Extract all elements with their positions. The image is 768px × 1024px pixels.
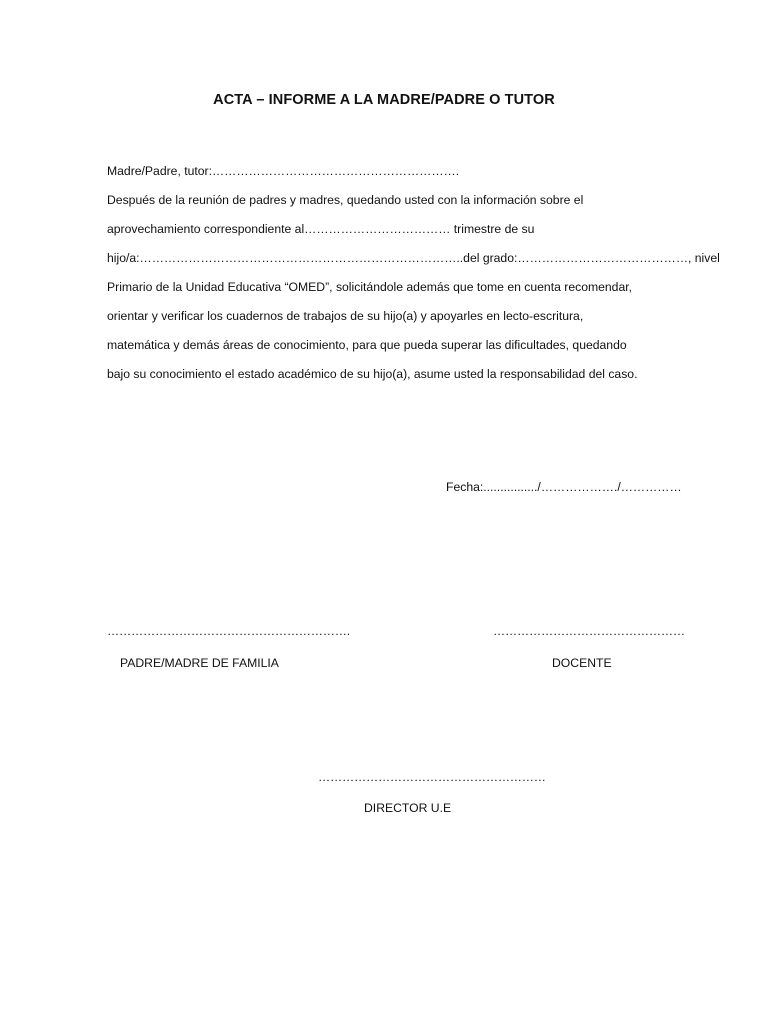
parent-signature-label: PADRE/MADRE DE FAMILIA <box>120 656 279 670</box>
parent-signature-line: ……………………………………………………. <box>107 624 350 638</box>
director-signature-label: DIRECTOR U.E <box>364 801 452 815</box>
body-line: matemática y demás áreas de conocimiento, para que pueda superar las dificultades, quedando <box>107 338 627 352</box>
body-line: aprovechamiento correspondiente al……………………………… trimestre de su <box>107 222 535 236</box>
body-line: Madre/Padre, tutor:……………………………………………………. <box>107 164 460 178</box>
body-line: bajo su conocimiento el estado académico de su hijo(a), asume usted la responsabilidad del caso. <box>107 367 638 381</box>
document-body <box>107 157 720 389</box>
body-line: Después de la reunión de padres y madres, quedando usted con la información sobre el <box>107 193 584 207</box>
body-line: Primario de la Unidad Educativa “OMED”, solicitándole además que tome en cuenta recomendar, <box>107 280 633 294</box>
body-line: hijo/a:……………………………………………………………………..del grado:……………………………………, nivel <box>107 251 720 265</box>
teacher-signature-label: DOCENTE <box>552 656 612 670</box>
teacher-signature-line: ………………………………………… <box>493 624 685 638</box>
document-title: ACTA – INFORME A LA MADRE/PADRE O TUTOR <box>213 92 555 108</box>
director-signature-line: ………………………………………………… <box>318 770 546 784</box>
date-field: Fecha:................/………………./…………… <box>446 480 682 494</box>
body-line: orientar y verificar los cuadernos de trabajos de su hijo(a) y apoyarles en lecto-escritura, <box>107 309 584 323</box>
